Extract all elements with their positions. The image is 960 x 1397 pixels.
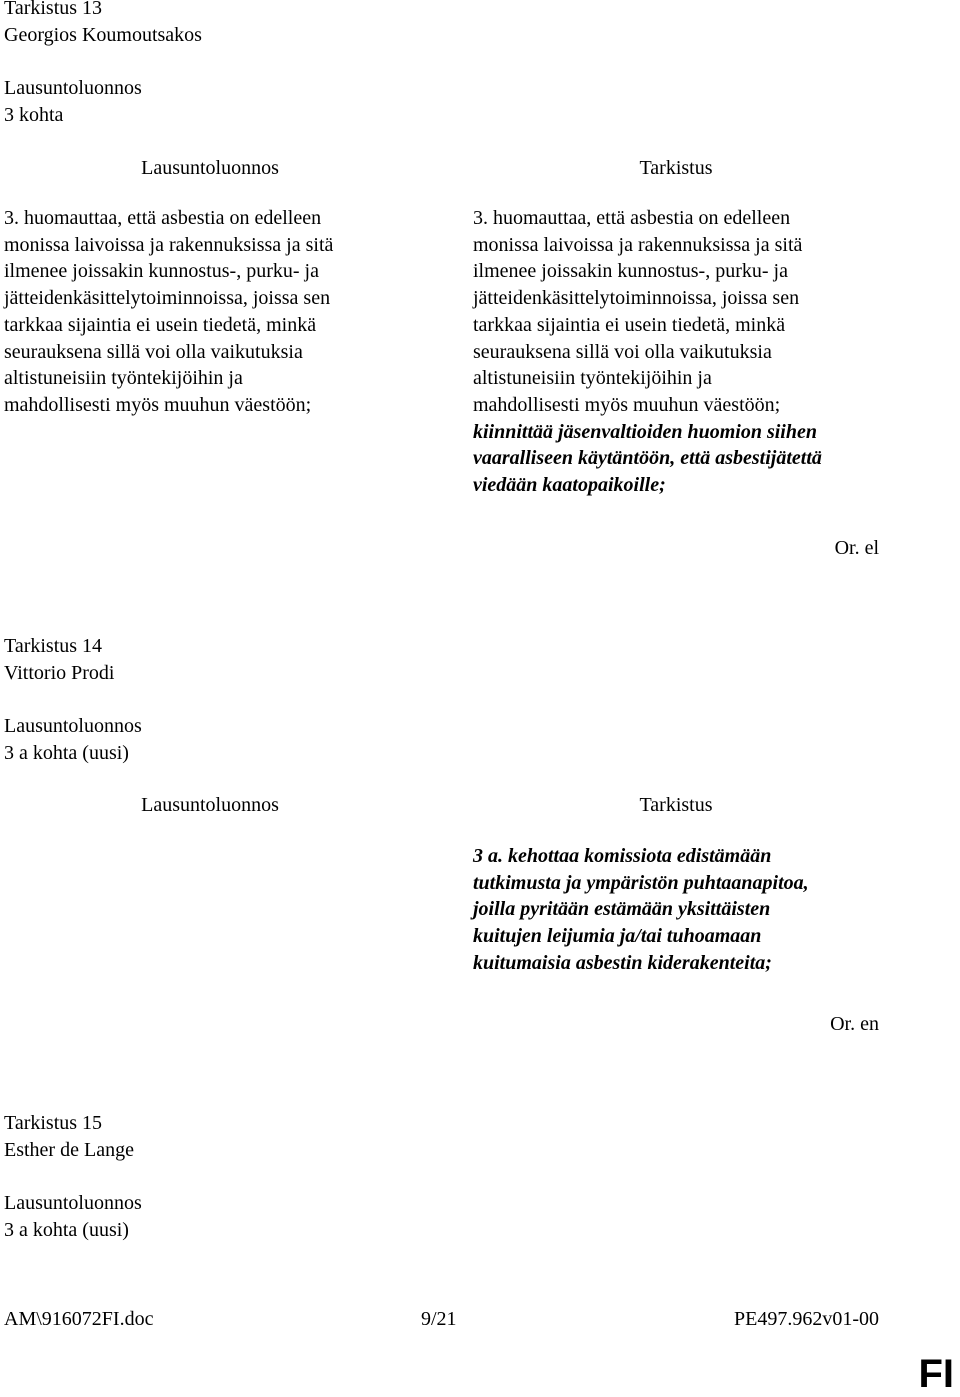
footer-doc-ref: AM\916072FI.doc <box>4 1308 154 1330</box>
text-line: mahdollisesti myös muuhun väestöön; <box>473 393 781 416</box>
text-line: 3. huomauttaa, että asbestia on edelleen <box>473 207 791 229</box>
text-line: ilmenee joissakin kunnostus-, purku- ja <box>4 260 319 283</box>
amendment-13-header <box>4 0 202 48</box>
column-header-right: Tarkistus <box>639 794 713 816</box>
added-text-line: joilla pyritään estämään yksittäisten <box>473 898 771 921</box>
column-header-right: Tarkistus <box>639 157 713 179</box>
text-line: monissa laivoissa ja rakennuksissa ja sitä <box>4 233 334 256</box>
amendment-author: Esther de Lange <box>4 1138 134 1161</box>
column-header-left: Lausuntoluonnos <box>141 794 279 816</box>
text-line: monissa laivoissa ja rakennuksissa ja sitä <box>473 233 803 256</box>
added-text-line: kiinnittää jäsenvaltioiden huomion siihen <box>473 420 817 443</box>
amendment-13-left-text <box>4 205 424 419</box>
amendment-title: Tarkistus 15 <box>4 1112 103 1134</box>
section-label: 3 kohta <box>4 103 64 126</box>
text-line: jätteidenkäsittelytoiminnoissa, joissa sen <box>473 287 800 310</box>
added-text-line: kuitumaisia asbestin kiderakenteita; <box>473 951 772 974</box>
text-line: mahdollisesti myös muuhun väestöön; <box>4 393 312 416</box>
amendment-14-section <box>4 713 142 766</box>
added-text-line: vaaralliseen käytäntöön, että asbestijätettä <box>473 447 822 470</box>
language-mark: FI <box>918 1352 954 1396</box>
amendment-13-section <box>4 75 142 128</box>
column-header-left: Lausuntoluonnos <box>141 157 279 179</box>
text-line: 3. huomauttaa, että asbestia on edelleen <box>4 207 322 229</box>
amendment-author: Vittorio Prodi <box>4 661 115 684</box>
text-line: tarkkaa sijaintia ei usein tiedetä, minkä <box>4 313 317 336</box>
text-line: tarkkaa sijaintia ei usein tiedetä, minkä <box>473 313 786 336</box>
text-line: ilmenee joissakin kunnostus-, purku- ja <box>473 260 788 283</box>
amendment-13-right-text <box>473 205 893 499</box>
original-language-note: Or. el <box>834 537 879 559</box>
added-text-line: kuitujen leijumia ja/tai tuhoamaan <box>473 925 762 948</box>
text-line: seurauksena sillä voi olla vaikutuksia <box>473 340 772 363</box>
original-language-note: Or. en <box>830 1013 879 1035</box>
text-line: seurauksena sillä voi olla vaikutuksia <box>4 340 303 363</box>
amendment-title: Tarkistus 14 <box>4 635 103 657</box>
section-label: 3 a kohta (uusi) <box>4 741 129 764</box>
text-line: altistuneisiin työntekijöihin ja <box>473 367 712 390</box>
amendment-title: Tarkistus 13 <box>4 0 103 19</box>
text-line: jätteidenkäsittelytoiminnoissa, joissa sen <box>4 287 331 310</box>
amendment-14-right-text <box>473 843 893 977</box>
amendment-14-header <box>4 633 114 686</box>
draft-label: Lausuntoluonnos <box>4 77 142 99</box>
section-label: 3 a kohta (uusi) <box>4 1218 129 1241</box>
amendment-15-header <box>4 1110 134 1163</box>
draft-label: Lausuntoluonnos <box>4 715 142 737</box>
amendment-author: Georgios Koumoutsakos <box>4 23 202 46</box>
footer-page-number: 9/21 <box>421 1308 457 1330</box>
footer-pe-ref: PE497.962v01-00 <box>734 1308 879 1330</box>
draft-label: Lausuntoluonnos <box>4 1192 142 1214</box>
added-text-line: 3 a. kehottaa komissiota edistämään <box>473 845 772 867</box>
amendment-15-section <box>4 1190 142 1243</box>
added-text-line: viedään kaatopaikoille; <box>473 474 666 497</box>
added-text-line: tutkimusta ja ympäristön puhtaanapitoa, <box>473 871 809 894</box>
text-line: altistuneisiin työntekijöihin ja <box>4 367 243 390</box>
